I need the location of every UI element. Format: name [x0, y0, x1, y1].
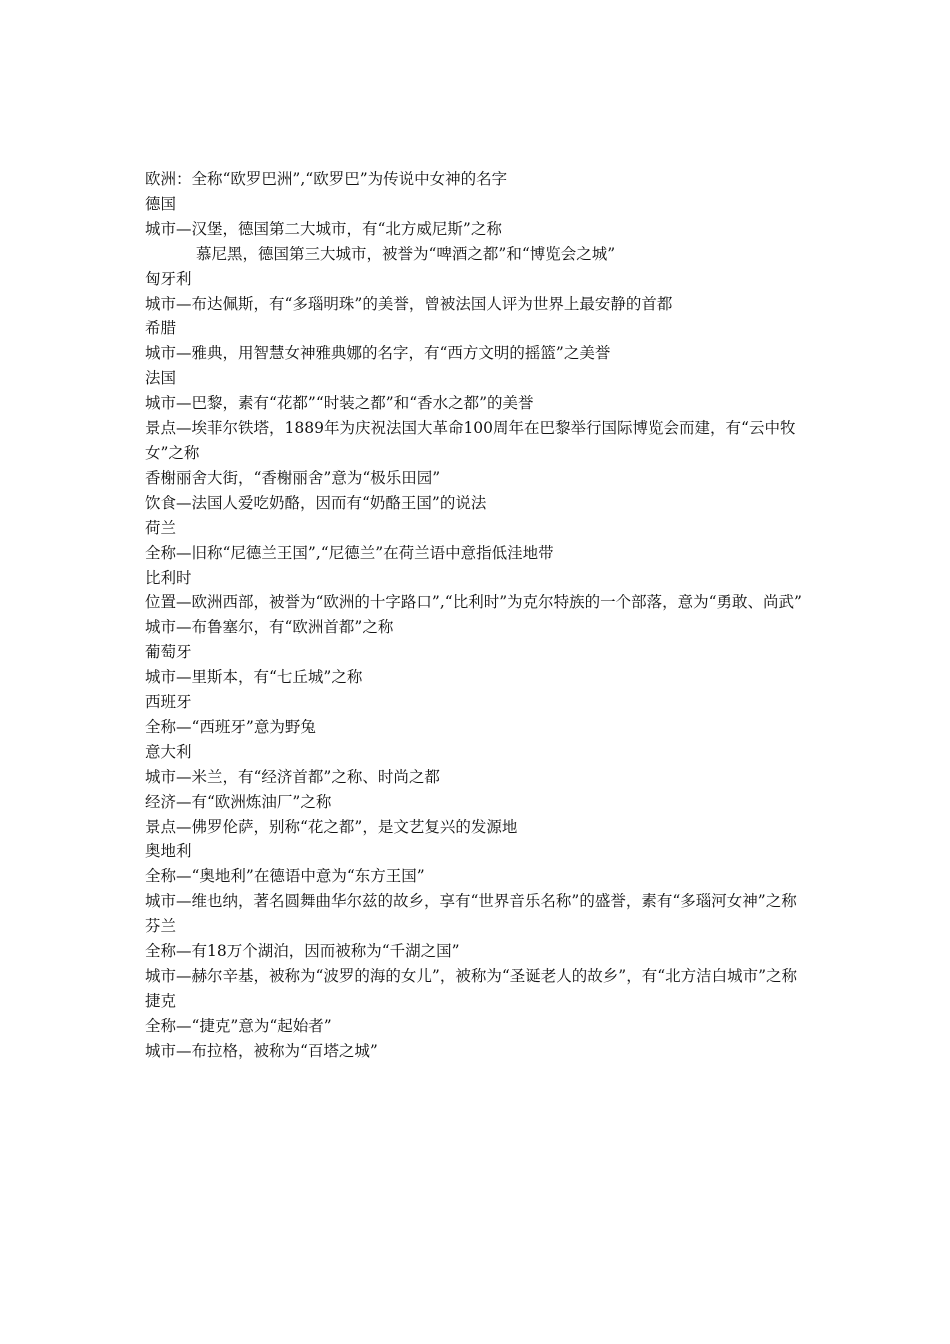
text-line: 全称—旧称“尼德兰王国”,“尼德兰”在荷兰语中意指低洼地带 [145, 543, 554, 562]
heading-germany: 德国 [145, 194, 177, 213]
text-line: 城市—巴黎，素有“花都”“时装之都”和“香水之都”的美誉 [145, 394, 534, 413]
text-line-indented: 慕尼黑，德国第三大城市，被誉为“啤酒之都”和“博览会之城” [196, 244, 616, 263]
text-line: 景点—埃菲尔铁塔，1889年为庆祝法国大革命100周年在巴黎举行国际博览会而建，有“云中牧女”之称 [145, 419, 796, 462]
intro-line: 欧洲：全称“欧罗巴洲”,“欧罗巴”为传说中女神的名字 [145, 170, 508, 188]
text-line: 城市—汉堡，德国第二大城市，有“北方威尼斯”之称 [145, 219, 502, 238]
text-line: 全称—“西班牙”意为野兔 [145, 717, 316, 736]
heading-hungary: 匈牙利 [145, 269, 192, 288]
text-line: 全称—“奥地利”在德语中意为“东方王国” [145, 867, 425, 886]
text-line: 城市—布拉格，被称为“百塔之城” [145, 1041, 378, 1060]
text-line: 全称—“捷克”意为“起始者” [145, 1016, 332, 1035]
text-line: 城市—米兰，有“经济首都”之称、时尚之都 [145, 767, 440, 786]
text-line: 景点—佛罗伦萨，别称“花之都”，是文艺复兴的发源地 [145, 817, 518, 836]
text-line: 经济—有“欧洲炼油厂”之称 [145, 792, 332, 811]
heading-austria: 奥地利 [145, 842, 192, 861]
heading-france: 法国 [145, 369, 177, 388]
text-line: 位置—欧洲西部，被誉为“欧洲的十字路口”,“比利时”为克尔特族的一个部落，意为“勇敢、尚武” [145, 593, 802, 612]
text-line: 城市—雅典，用智慧女神雅典娜的名字，有“西方文明的摇篮”之美誉 [145, 344, 611, 363]
text-line: 城市—布鲁塞尔，有“欧洲首都”之称 [145, 618, 394, 637]
heading-greece: 希腊 [145, 319, 177, 338]
heading-italy: 意大利 [145, 742, 192, 761]
heading-netherlands: 荷兰 [145, 518, 177, 537]
text-line: 饮食—法国人爱吃奶酪，因而有“奶酪王国”的说法 [145, 493, 487, 512]
heading-czech: 捷克 [145, 991, 177, 1010]
heading-finland: 芬兰 [145, 917, 177, 936]
text-line: 香榭丽舍大街，“香榭丽舍”意为“极乐田园” [145, 468, 441, 487]
document-body [145, 167, 813, 1064]
heading-spain: 西班牙 [145, 693, 192, 712]
text-line: 城市—赫尔辛基，被称为“波罗的海的女儿”，被称为“圣诞老人的故乡”，有“北方洁白城市”之称 [145, 967, 798, 985]
text-line: 城市—布达佩斯，有“多瑙明珠”的美誉，曾被法国人评为世界上最安静的首都 [145, 294, 673, 313]
text-line: 全称—有18万个湖泊，因而被称为“千湖之国” [145, 942, 460, 961]
text-line: 城市—维也纳，著名圆舞曲华尔兹的故乡，享有“世界音乐名称”的盛誉，素有“多瑙河女神”之称 [145, 892, 797, 911]
heading-belgium: 比利时 [145, 568, 192, 587]
heading-portugal: 葡萄牙 [145, 643, 192, 662]
text-line: 城市—里斯本，有“七丘城”之称 [145, 668, 363, 687]
